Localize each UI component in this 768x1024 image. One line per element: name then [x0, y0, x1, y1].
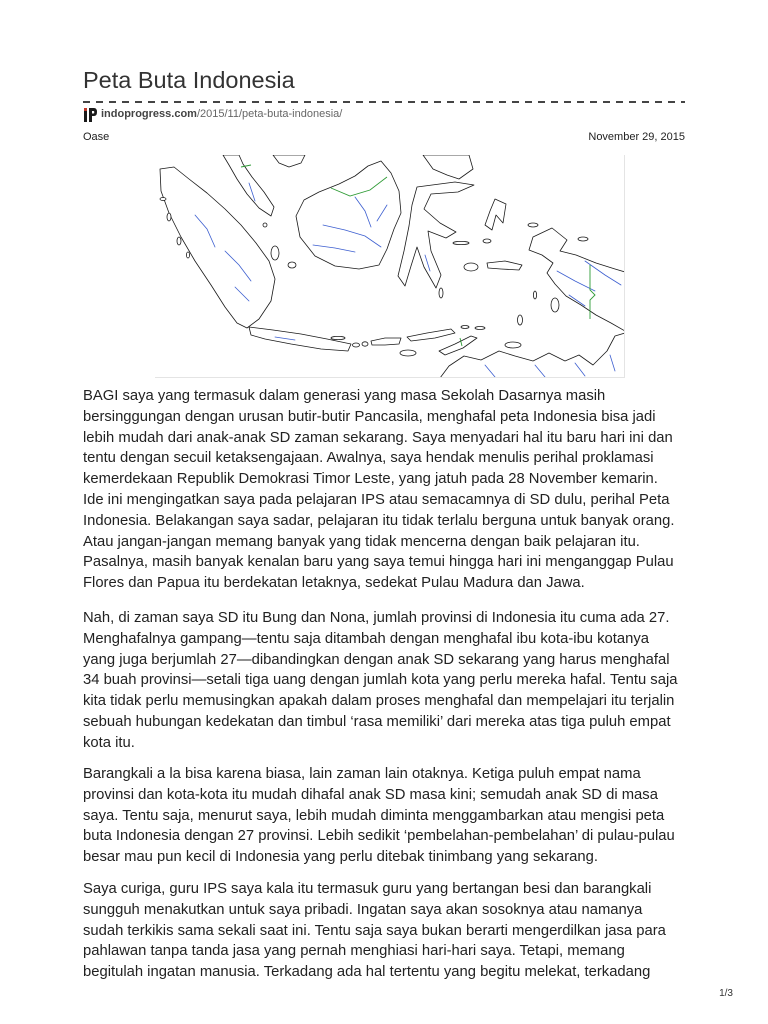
- paragraph-line: kota itu.: [83, 734, 135, 751]
- paragraph-line: provinsi dan kota-kota itu mudah dihafal anak SD masa kini; semudah anak SD di masa: [83, 786, 658, 803]
- island-sipora: [186, 252, 189, 258]
- malay-peninsula: [223, 155, 274, 216]
- paragraph-line: begitulah ingatan manusia. Terkadang ada hal tertentu yang begitu melekat, terkadang: [83, 964, 651, 981]
- source-path: /2015/11/peta-buta-indonesia/: [196, 108, 343, 120]
- island-sumbawa: [371, 338, 401, 345]
- source-domain: indoprogress.com: [101, 108, 197, 120]
- island-nias: [167, 213, 171, 221]
- island-simeulue: [160, 198, 166, 201]
- paragraph-line: lebih mudah dari anak-anak SD zaman sekarang. Saya menyadari hal itu baru hari ini dan: [83, 429, 673, 446]
- island-kai: [533, 291, 536, 299]
- island-borneo: [296, 161, 401, 269]
- paragraph-line: 34 buah provinsi—setali tiga uang dengan jumlah kota yang perlu mereka hafal. Tentu saja: [83, 672, 678, 689]
- island-aru: [551, 298, 559, 312]
- island-madura: [331, 336, 345, 339]
- paragraph-line: Atau jangan-jangan memang banyak yang tidak mencerna dengan baik pelajaran itu.: [83, 533, 640, 550]
- paragraph-line: buta Indonesia dengan 27 provinsi. Lebih sedikit ‘pembelahan-pembelahan’ di pulau-pulau: [83, 828, 675, 845]
- island-mindanao: [423, 155, 473, 179]
- island-sulawesi: [398, 182, 474, 288]
- paragraph-line: Menghafalnya gampang—tentu saja ditambah dengan menghafal ibu kota-ibu kotanya: [83, 630, 649, 647]
- source-url-link[interactable]: [101, 108, 342, 121]
- island-buton: [439, 288, 443, 298]
- island-lombok: [362, 342, 368, 346]
- island-siberut: [177, 237, 181, 245]
- island-timor: [439, 336, 477, 355]
- paragraph-line: pahlawan tanpa tanda jasa yang pernah menghiasi hari-hari saya. Tetapi, memang: [83, 943, 625, 960]
- paragraph-2: [83, 608, 693, 754]
- island-seram: [487, 261, 522, 270]
- paragraph-line: tentu dengan secuil ketaksengajaan. Awalnya, saya hendak menulis perihal proklamasi: [83, 450, 654, 467]
- island-biak: [578, 237, 588, 241]
- paragraph-line: BAGI saya yang termasuk dalam generasi yang masa Sekolah Dasarnya masih: [83, 388, 606, 404]
- paragraph-line: saya. Tentu saja, menurut saya, lebih mudah diminta menggambarkan atau mengisi peta: [83, 807, 665, 824]
- paragraph-line: Barangkali a la bisa karena biasa, lain zaman lain otaknya. Ketiga puluh empat nama: [83, 766, 641, 782]
- paragraph-3: [83, 764, 693, 868]
- paragraph-line: besar mau pun kecil di Indonesia yang perlu ditebak tinimbang yang sekarang.: [83, 849, 598, 866]
- island-tanimbar: [518, 315, 523, 325]
- island-halmahera: [485, 199, 506, 230]
- paragraph-line: Indonesia. Belakangan saya sadar, pelajaran itu tidak terlalu berguna untuk banyak orang.: [83, 512, 675, 529]
- article-category: Oase: [83, 131, 110, 143]
- paragraph-line: sebuah hubungan kedekatan dan timbul ‘rasa memiliki’ dari mereka atas tiga puluh empat: [83, 713, 671, 730]
- indonesia-blind-map: [155, 155, 625, 378]
- paragraph-line: yang juga berjumlah 27—dibandingkan dengan anak SD sekarang yang harus menghafal: [83, 651, 670, 668]
- island-belitung: [288, 262, 296, 268]
- island-sumba: [400, 350, 416, 356]
- island-bangka: [271, 246, 279, 260]
- island-melville: [505, 342, 521, 348]
- island-wetar: [475, 327, 485, 330]
- paragraph-4: [83, 879, 693, 983]
- paragraph-line: kemerdekaan Republik Demokrasi Timor Leste, yang jatuh pada 28 November kemarin.: [83, 471, 658, 488]
- island-obi: [483, 239, 491, 243]
- paragraph-line: Saya curiga, guru IPS saya kala itu termasuk guru yang bertangan besi dan barangkali: [83, 881, 652, 897]
- paragraph-1: [83, 386, 693, 594]
- island-flores: [407, 329, 455, 341]
- paragraph-line: kita tidak perlu memusingkan apakah dalam proses menghafal dan mempelajari itu terjalin: [83, 693, 675, 710]
- page-indicator: 1/3: [719, 988, 733, 999]
- article-date: November 29, 2015: [588, 131, 685, 143]
- island-waigeo: [528, 223, 538, 227]
- dashed-divider: [83, 101, 685, 103]
- article-title: Peta Buta Indonesia: [83, 67, 295, 93]
- island-buru: [464, 263, 478, 271]
- paragraph-line: Flores dan Papua itu berdekatan letaknya, sedekat Pulau Madura dan Jawa.: [83, 575, 585, 592]
- island-riau: [263, 223, 267, 227]
- island-alor: [461, 326, 469, 329]
- paragraph-line: bersinggungan dengan urusan butir-butir Pancasila, menghafal peta Indonesia bisa jadi: [83, 408, 656, 425]
- island-new-guinea: [529, 228, 625, 331]
- island-bali: [353, 343, 360, 347]
- paragraph-line: Pasalnya, masih banyak kenalan baru yang saya temui hingga hari ini menganggap Pulau: [83, 554, 674, 571]
- island-sula: [453, 241, 469, 244]
- paragraph-line: Ide ini mengingatkan saya pada pelajaran IPS atau semacamnya di SD dulu, perihal Peta: [83, 491, 670, 508]
- indoprogress-logo-icon: [83, 107, 98, 123]
- paragraph-line: sudah terkikis sama sekali saat ini. Tentu saja saya bukan berarti mengerdilkan jasa para: [83, 922, 666, 939]
- paragraph-line: sungguh menakutkan untuk saya pribadi. Ingatan saya akan sosoknya atau namanya: [83, 901, 643, 918]
- paragraph-line: Nah, di zaman saya SD itu Bung dan Nona, jumlah provinsi di Indonesia itu cuma ada 27.: [83, 610, 670, 626]
- indochina-coast: [273, 155, 305, 167]
